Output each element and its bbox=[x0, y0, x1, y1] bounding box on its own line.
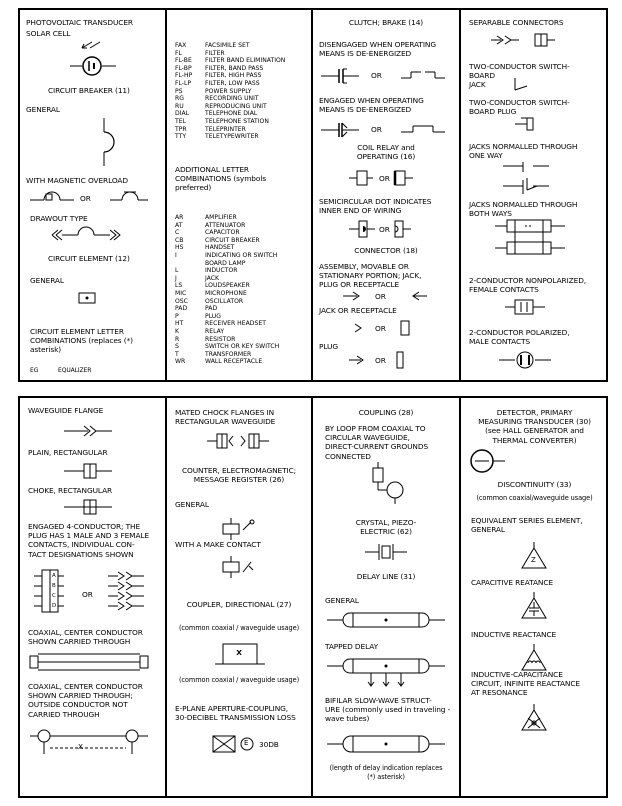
engaged-label: ENGAGED WHEN OPERATING MEANS IS DE-ENERGIZED bbox=[319, 96, 424, 115]
letter-code: FAX bbox=[175, 42, 187, 49]
letter-meaning: MICROPHONE bbox=[205, 289, 247, 297]
letter-list-1 bbox=[175, 42, 285, 141]
letter-meaning: RELAY bbox=[205, 327, 225, 335]
lc-icon bbox=[519, 704, 549, 732]
letter-meaning: OSCILLATOR bbox=[205, 297, 244, 305]
letter-code: T bbox=[175, 350, 179, 358]
letter-code: MIC bbox=[175, 289, 187, 297]
general-label-b2: GENERAL bbox=[175, 500, 209, 509]
coupling-label: COUPLING (28) bbox=[358, 408, 414, 417]
letter-combo-row bbox=[175, 65, 285, 73]
counter-general-icon bbox=[221, 518, 261, 540]
non-polarized-label: 2-CONDUCTOR NONPOLARIZED, FEMALE CONTACTS bbox=[469, 276, 587, 295]
eplane-label: E-PLANE APERTURE-COUPLING, 30-DECIBEL TRANSMISSION LOSS bbox=[175, 704, 296, 723]
letter-code: AT bbox=[175, 221, 183, 229]
jacks-one-way-icon bbox=[503, 160, 553, 200]
letter-combo-row bbox=[175, 42, 285, 50]
disengaged-label: DISENGAGED WHEN OPERATING MEANS IS DE-ENERGIZED bbox=[319, 40, 436, 59]
letter-code: S bbox=[175, 343, 179, 351]
usage2-label-b2: (common coaxial / waveguide usage) bbox=[178, 676, 300, 684]
plug-icon bbox=[349, 350, 429, 370]
coaxial2-label: COAXIAL, CENTER CONDUCTOR SHOWN CARRIED THROUGH; OUTSIDE CONDUCTOR NOT CARRIED THROUGH bbox=[28, 682, 143, 719]
letter-combo-row bbox=[175, 244, 279, 252]
letter-code: FL bbox=[175, 49, 182, 57]
coupler-label: COUPLER, DIRECTIONAL (27) bbox=[186, 600, 292, 609]
letter-code: AR bbox=[175, 214, 184, 221]
usage-label-b4: (common coaxial/waveguide usage) bbox=[476, 494, 593, 502]
letter-meaning: REPRODUCING UNIT bbox=[205, 102, 267, 110]
plain-rect-icon bbox=[64, 462, 124, 480]
letter-meaning: TELETYPEWRITER bbox=[205, 133, 259, 141]
letter-meaning: PAD bbox=[205, 305, 218, 313]
mated-flange-icon bbox=[207, 432, 277, 450]
letter-code: RG bbox=[175, 95, 184, 103]
circuit-breaker-label: CIRCUIT BREAKER (11) bbox=[48, 86, 130, 95]
letter-code: RU bbox=[175, 102, 184, 110]
inductive-label: INDUCTIVE REACTANCE bbox=[471, 630, 557, 639]
clutch-engaged-icon bbox=[321, 120, 455, 140]
letter-code: L bbox=[175, 267, 179, 275]
or-label-c7: OR bbox=[375, 356, 386, 365]
letter-meaning: ATTENUATOR bbox=[205, 221, 246, 229]
letter-combo-row bbox=[175, 88, 285, 96]
detector-label: DETECTOR, PRIMARY MEASURING TRANSDUCER (30) (see HALL GENERATOR and THERMAL CONVERTER) bbox=[478, 408, 591, 445]
letter-combo-row bbox=[175, 260, 279, 268]
top-col-4 bbox=[459, 10, 608, 380]
letter-combo-row bbox=[175, 80, 285, 88]
letter-combo-row bbox=[175, 252, 279, 260]
x-mark-b1: X bbox=[78, 742, 83, 751]
pin-d: D bbox=[52, 603, 57, 609]
letter-combo-row bbox=[175, 133, 285, 141]
letter-combo-row bbox=[175, 336, 279, 344]
letter-code: LS bbox=[175, 282, 183, 290]
eg-code: EG bbox=[30, 367, 39, 374]
letter-combo-row bbox=[175, 298, 279, 306]
letter-meaning: POWER SUPPLY bbox=[205, 87, 252, 95]
drawout-icon bbox=[50, 228, 130, 242]
letter-combo-row bbox=[175, 118, 285, 126]
letter-meaning: TELEPHONE DIAL bbox=[205, 110, 258, 118]
board-plug-icon bbox=[515, 116, 545, 132]
top-panel bbox=[18, 8, 608, 382]
db-label: 30DB bbox=[259, 740, 279, 749]
counter-label: COUNTER, ELECTROMAGNETIC; MESSAGE REGISTER (26) bbox=[181, 466, 297, 485]
letter-meaning: RESISTOR bbox=[205, 335, 236, 343]
additional-label: ADDITIONAL LETTER COMBINATIONS (symbols preferred) bbox=[175, 165, 267, 193]
magnetic-overload-label: WITH MAGNETIC OVERLOAD bbox=[26, 176, 128, 185]
semicircular-label: SEMICIRCULAR DOT INDICATES INNER END OF WIRING bbox=[319, 197, 432, 216]
detector-icon bbox=[467, 446, 507, 476]
plain-label: PLAIN, RECTANGULAR bbox=[28, 448, 108, 457]
top-col-2 bbox=[165, 10, 311, 380]
non-polarized-icon bbox=[505, 298, 555, 316]
separable-label: SEPARABLE CONNECTORS bbox=[469, 18, 564, 27]
letter-combo-row bbox=[175, 320, 279, 328]
letter-meaning: CIRCUIT BREAKER bbox=[205, 236, 260, 244]
letter-meaning: LOUDSPEAKER bbox=[205, 282, 250, 290]
letter-code: P bbox=[175, 312, 179, 320]
letter-meaning: WALL RECEPTACLE bbox=[205, 358, 263, 366]
letter-combo-row bbox=[175, 305, 279, 313]
letter-code: FL-LP bbox=[175, 79, 192, 87]
letter-code: TEL bbox=[175, 117, 186, 125]
letter-combo-row bbox=[175, 237, 279, 245]
letter-combo-row bbox=[175, 214, 279, 222]
choke-rect-icon bbox=[64, 498, 124, 516]
letter-code: HT bbox=[175, 320, 184, 328]
letter-combo-row bbox=[175, 229, 279, 237]
two-cond-plug-label: TWO-CONDUCTOR SWITCH- BOARD PLUG bbox=[469, 98, 570, 117]
letter-meaning: FACSIMILE SET bbox=[205, 42, 250, 49]
letter-combo-row bbox=[175, 95, 285, 103]
loop-coupling-icon bbox=[371, 462, 411, 506]
capacitive-icon bbox=[519, 592, 549, 620]
flange-label: WAVEGUIDE FLANGE bbox=[28, 406, 104, 415]
x-mark-b2: X bbox=[236, 648, 242, 657]
letter-code: TTY bbox=[175, 133, 187, 141]
circuit-element-label: CIRCUIT ELEMENT (12) bbox=[48, 254, 130, 263]
capacitive-label: CAPACITIVE REATANCE bbox=[471, 578, 553, 587]
letter-meaning: PLUG bbox=[205, 312, 221, 320]
letter-code: OSC bbox=[175, 297, 188, 305]
letter-meaning: CAPACITOR bbox=[205, 229, 240, 237]
assembly-icon bbox=[343, 290, 443, 302]
length-label: (length of delay indication replaces (*) asterisk) bbox=[329, 764, 443, 782]
pin-a: A bbox=[52, 573, 56, 579]
general-label-b3: GENERAL bbox=[325, 596, 359, 605]
discontinuity-label: DISCONTINUITY (33) bbox=[497, 480, 572, 489]
letter-meaning: FILTER bbox=[205, 49, 225, 57]
jack-rec-label: JACK OR RECEPTACLE bbox=[319, 306, 397, 315]
or-label-c6: OR bbox=[375, 324, 386, 333]
mated-label: MATED CHOCK FLANGES IN RECTANGULAR WAVEGUIDE bbox=[175, 408, 276, 427]
or-label-c5: OR bbox=[375, 292, 386, 301]
usage-label-b2: (common coaxial / waveguide usage) bbox=[178, 624, 300, 632]
letter-combo-row bbox=[175, 351, 279, 359]
letter-combo-row bbox=[175, 275, 279, 283]
drawout-label: DRAWOUT TYPE bbox=[30, 214, 88, 223]
letter-meaning: SWITCH OR KEY SWITCH bbox=[205, 343, 280, 351]
bottom-panel bbox=[18, 396, 608, 798]
letter-meaning: RECORDING UNIT bbox=[205, 95, 259, 103]
assembly-label: ASSEMBLY, MOVABLE OR STATIONARY PORTION; JACK, PLUG OR RECEPTACLE bbox=[319, 262, 422, 290]
letter-list-2 bbox=[175, 214, 279, 366]
or-label-c3: OR bbox=[379, 174, 390, 183]
counter-make-icon bbox=[221, 556, 261, 578]
letter-code: C bbox=[175, 229, 180, 237]
clutch-disengaged-icon bbox=[321, 66, 455, 86]
letter-meaning: TELEPRINTER bbox=[205, 125, 246, 133]
jacks-both-label: JACKS NORMALLED THROUGH BOTH WAYS bbox=[469, 200, 578, 219]
two-cond-jack-label: TWO-CONDUCTOR SWITCH- BOARD JACK bbox=[469, 62, 570, 90]
general-label: GENERAL bbox=[26, 105, 60, 114]
letter-code: HS bbox=[175, 244, 184, 252]
letter-combos-label: CIRCUIT ELEMENT LETTER COMBINATIONS (replaces (*) asterisk) bbox=[30, 327, 133, 355]
coil-label: COIL RELAY and OPERATING (16) bbox=[356, 143, 416, 162]
solar-cell-icon bbox=[70, 40, 120, 80]
or-label-c4: OR bbox=[379, 225, 390, 234]
polarized-icon bbox=[499, 350, 559, 370]
letter-code: K bbox=[175, 327, 179, 335]
board-jack-icon bbox=[511, 76, 541, 92]
letter-combo-row bbox=[175, 126, 285, 134]
inductive-icon bbox=[519, 644, 549, 672]
general2-label: GENERAL bbox=[30, 276, 64, 285]
top-col-3 bbox=[311, 10, 459, 380]
circuit-breaker-icon bbox=[102, 118, 122, 168]
crystal-label: CRYSTAL, PIEZO- ELECTRIC (62) bbox=[355, 518, 417, 537]
letter-meaning: INDICATING OR SWITCH bbox=[205, 251, 278, 259]
letter-combo-row bbox=[175, 50, 285, 58]
letter-meaning: HANDSET bbox=[205, 244, 235, 252]
letter-combo-row bbox=[175, 267, 279, 275]
letter-code: R bbox=[175, 335, 180, 343]
or-label-c1: OR bbox=[371, 71, 382, 80]
choke-label: CHOKE, RECTANGULAR bbox=[28, 486, 113, 495]
plug-label: PLUG bbox=[319, 342, 338, 351]
letter-combo-row bbox=[175, 222, 279, 230]
pin-b: B bbox=[52, 583, 56, 589]
letter-combo-row bbox=[175, 57, 285, 65]
clutch-title: CLUTCH; BRAKE (14) bbox=[348, 18, 424, 27]
waveguide-flange-icon bbox=[64, 424, 124, 438]
letter-combo-row bbox=[175, 103, 285, 111]
letter-code: PS bbox=[175, 87, 183, 95]
z-mark: Z bbox=[531, 556, 536, 564]
letter-combo-row bbox=[175, 282, 279, 290]
letter-meaning: FILTER, HIGH PASS bbox=[205, 72, 262, 80]
letter-meaning: INDUCTOR bbox=[205, 267, 238, 275]
eg-label: EQUALIZER bbox=[58, 367, 92, 374]
letter-code: FL-HP bbox=[175, 72, 193, 80]
separable-connector-icon bbox=[491, 32, 571, 48]
letter-code: J bbox=[175, 274, 177, 282]
letter-meaning: FILTER, BAND PASS bbox=[205, 64, 264, 72]
jack-receptacle-icon bbox=[353, 318, 433, 338]
pv-title: PHOTOVOLTAIC TRANSDUCER bbox=[26, 18, 133, 27]
letter-meaning: BOARD LAMP bbox=[205, 259, 246, 267]
solar-cell-label: SOLAR CELL bbox=[26, 29, 71, 38]
top-col-1 bbox=[20, 10, 165, 380]
letter-combo-row bbox=[175, 290, 279, 298]
letter-code: FL-BE bbox=[175, 57, 192, 65]
pin-c: C bbox=[52, 593, 56, 599]
letter-combo-row bbox=[175, 358, 279, 366]
bottom-col-4 bbox=[459, 398, 608, 796]
bottom-col-1 bbox=[20, 398, 165, 796]
letter-meaning: TRANSFORMER bbox=[205, 350, 252, 358]
equivalent-label: EQUIVALENT SERIES ELEMENT, GENERAL bbox=[471, 516, 583, 535]
engaged4-label: ENGAGED 4-CONDUCTOR; THE PLUG HAS 1 MALE AND 3 FEMALE CONTACTS, INDIVIDUAL CON- TACT DESIGNATIONS SHOWN bbox=[28, 522, 149, 559]
letter-code: CB bbox=[175, 236, 184, 244]
letter-meaning: FILTER BAND ELIMINATION bbox=[205, 57, 286, 65]
bifilar-label: BIFILAR SLOW-WAVE STRUCT- URE (commonly used in traveling - wave tubes) bbox=[325, 696, 451, 724]
letter-combo-row bbox=[175, 328, 279, 336]
letter-code bbox=[175, 260, 205, 268]
letter-code: TPR bbox=[175, 125, 187, 133]
bottom-col-3 bbox=[311, 398, 459, 796]
bifilar-icon bbox=[327, 732, 447, 756]
or-label-b1: OR bbox=[82, 590, 93, 599]
pin-labels bbox=[52, 571, 60, 611]
letter-code: PAD bbox=[175, 305, 188, 313]
bottom-col-2 bbox=[165, 398, 311, 796]
or-label-c2: OR bbox=[371, 125, 382, 134]
letter-combo-row bbox=[175, 110, 285, 118]
delay-label: DELAY LINE (31) bbox=[356, 572, 416, 581]
connector-label: CONNECTOR (18) bbox=[354, 246, 418, 255]
crystal-icon bbox=[365, 542, 409, 562]
letter-meaning: RECEIVER HEADSET bbox=[205, 320, 266, 328]
letter-combo-row bbox=[175, 313, 279, 321]
lc-label: INDUCTIVE-CAPACITANCE CIRCUIT, INFINITE REACTANCE AT RESONANCE bbox=[471, 670, 580, 698]
letter-meaning: TELEPHONE STATION bbox=[205, 117, 269, 125]
jacks-one-way-label: JACKS NORMALLED THROUGH ONE WAY bbox=[469, 142, 578, 161]
tapped-label: TAPPED DELAY bbox=[325, 642, 379, 651]
letter-meaning: JACK bbox=[205, 274, 220, 282]
delay-general-icon bbox=[327, 610, 447, 630]
by-loop-label: BY LOOP FROM COAXIAL TO CIRCULAR WAVEGUIDE, DIRECT-CURRENT GROUNDS CONNECTED bbox=[325, 424, 429, 461]
circuit-element-icon bbox=[78, 292, 98, 306]
letter-code: I bbox=[175, 251, 177, 259]
coaxial-label: COAXIAL, CENTER CONDUCTOR SHOWN CARRIED THROUGH bbox=[28, 628, 143, 647]
jacks-both-icon bbox=[495, 218, 575, 262]
letter-code: FL-BP bbox=[175, 64, 192, 72]
e-mark: E bbox=[244, 739, 249, 747]
make-contact-label: WITH A MAKE CONTACT bbox=[175, 540, 261, 549]
letter-code: WR bbox=[175, 358, 186, 366]
polarized-label: 2-CONDUCTOR POLARIZED, MALE CONTACTS bbox=[469, 328, 570, 347]
coaxial-outside-icon bbox=[30, 726, 160, 762]
letter-meaning: AMPLIFIER bbox=[205, 214, 237, 221]
letter-combo-row bbox=[175, 343, 279, 351]
coaxial-through-icon bbox=[30, 650, 160, 676]
letter-code: DIAL bbox=[175, 110, 190, 118]
tapped-delay-icon bbox=[327, 656, 447, 690]
letter-meaning: FILTER, LOW PASS bbox=[205, 79, 260, 87]
or-label-1: OR bbox=[80, 194, 91, 203]
letter-combo-row bbox=[175, 72, 285, 80]
